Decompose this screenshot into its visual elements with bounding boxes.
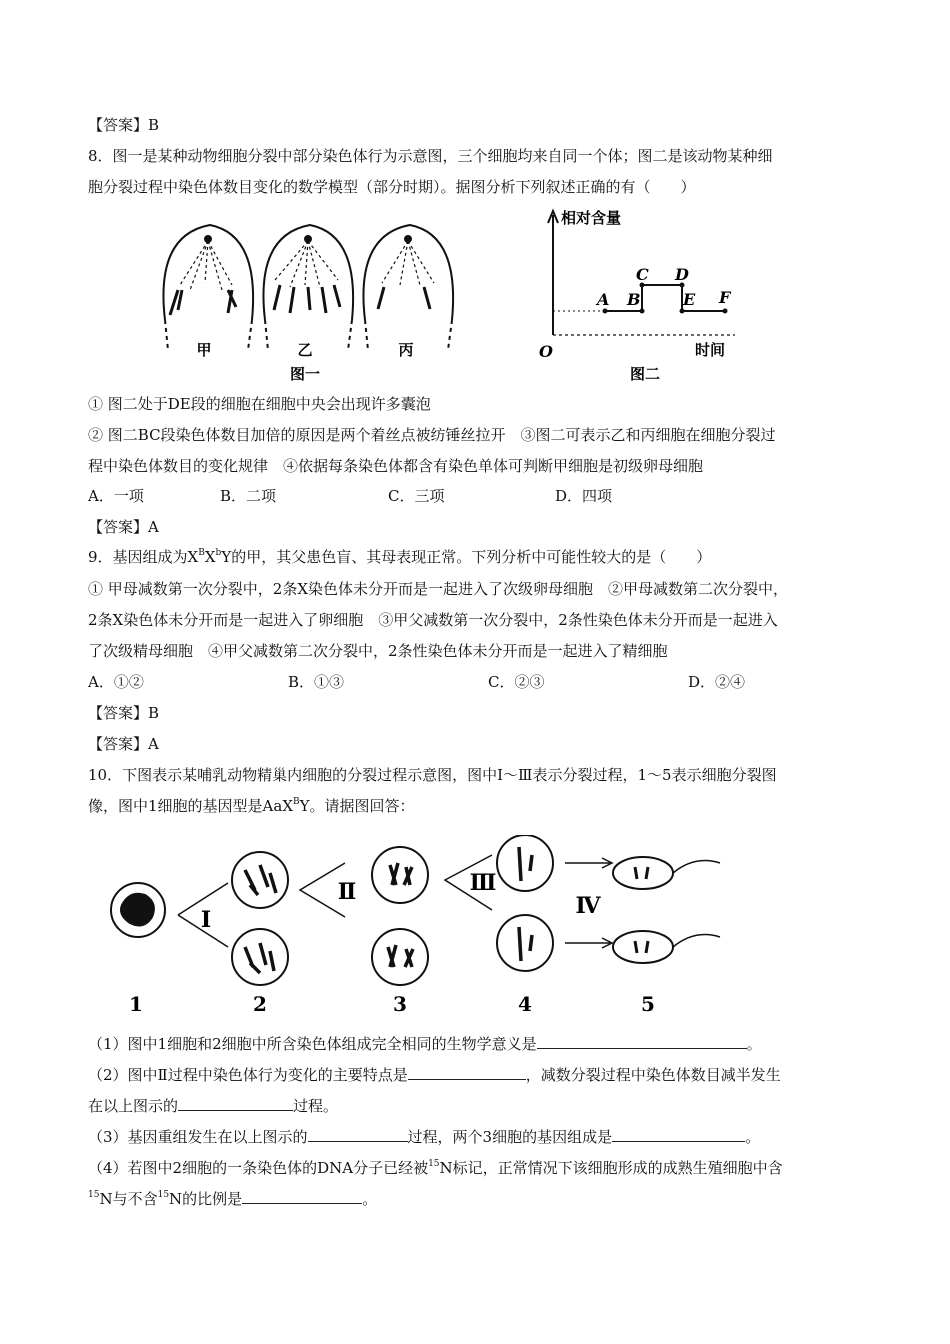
- fig2-point-a: A: [597, 290, 610, 309]
- fig-roman-2: Ⅱ: [337, 879, 357, 905]
- q10-p4b-sup1: 15: [88, 1190, 100, 1200]
- q10-stem-pre: 像，图中1细胞的基因型是AaX: [88, 797, 293, 815]
- q9-option-a: A．①②: [88, 673, 144, 691]
- q10-p4b-end: 。: [362, 1190, 378, 1208]
- cell-bing: [363, 225, 453, 350]
- q10-p2b-end: 过程。: [293, 1097, 339, 1115]
- q10-p4-post: N标记，正常情况下该细胞形成的成熟生殖细胞中含: [439, 1159, 783, 1177]
- q10-p3-blank1[interactable]: [308, 1126, 408, 1142]
- cell-2-top: [232, 852, 288, 908]
- q10-p4-pre: （4）若图中2细胞的一条染色体的DNA分子已经被: [88, 1159, 429, 1177]
- fig-number-2: 2: [253, 992, 267, 1016]
- q8-option-c: C．三项: [388, 487, 445, 505]
- fig2-caption: 图二: [629, 365, 661, 383]
- q10-part-2: [88, 1064, 781, 1086]
- q8-statement-1: ① 图二处于DE段的细胞在细胞中央会出现许多囊泡: [88, 395, 431, 413]
- answer-q9: 【答案】B: [88, 704, 160, 722]
- fig-number-1: 1: [129, 992, 143, 1016]
- q10-figure: [100, 835, 740, 1020]
- fig2-origin: O: [539, 342, 553, 361]
- q10-part-4: [88, 1157, 783, 1179]
- cell-5-top: [613, 857, 720, 889]
- q8-stem-line1: 8．图一是某种动物细胞分裂中部分染色体行为示意图，三个细胞均来自同一个体；图二是该动物某种细: [88, 147, 773, 165]
- q10-p1-blank[interactable]: [537, 1033, 747, 1049]
- q9-stem-mid: X: [204, 548, 216, 566]
- q8-figure1: [150, 215, 460, 385]
- fig-roman-4: Ⅳ: [575, 893, 601, 919]
- q8-statement-3: 程中染色体数目的变化规律 ④依据每条染色体都含有染色单体可判断甲细胞是初级卵母细胞: [88, 457, 704, 475]
- fig2-point-d: D: [675, 265, 689, 284]
- q9-option-d: D．②④: [688, 673, 746, 691]
- q9-statement-3: 了次级精母细胞 ④甲父减数第二次分裂中，2条性染色体未分开而是一起进入了精细胞: [88, 642, 668, 660]
- cell-4-top: [497, 835, 553, 891]
- fig1-caption: 图一: [289, 365, 321, 383]
- cell-4-bottom: [497, 915, 553, 971]
- q10-p3-blank2[interactable]: [612, 1126, 745, 1142]
- cell-jia: [163, 225, 253, 350]
- q10-p1-end: 。: [746, 1035, 762, 1053]
- fig2-ylabel: 相对含量: [561, 209, 622, 227]
- fig1-label-2: 乙: [297, 341, 313, 359]
- q8-option-b: B．二项: [220, 487, 277, 505]
- cell-yi: [263, 225, 353, 350]
- q10-p2-blank[interactable]: [408, 1064, 526, 1080]
- fig-number-4: 4: [518, 992, 532, 1016]
- fig2-xlabel: 时间: [695, 341, 726, 359]
- fig2-point-c: C: [636, 265, 649, 284]
- q10-part-1: [88, 1033, 762, 1055]
- q10-p2-text: （2）图中Ⅱ过程中染色体行为变化的主要特点是: [88, 1066, 408, 1084]
- q10-stem-line1: 10．下图表示某哺乳动物精巢内细胞的分裂过程示意图，图中Ⅰ～Ⅲ表示分裂过程，1～5表示细胞分裂图: [88, 766, 777, 784]
- q9-statement-2: 2条X染色体未分开而是一起进入了卵细胞 ③甲父减数第一次分裂中，2条性染色体未分开而是一起进入: [88, 611, 778, 629]
- cell-3-top: [372, 847, 428, 903]
- q10-p4b-mid: N与不含: [99, 1190, 158, 1208]
- fig2-point-e: E: [683, 290, 696, 309]
- q10-p4b-sup2: 15: [157, 1190, 170, 1200]
- cell-1: [111, 883, 165, 937]
- q9-stem-pre: 9．基因组成为X: [88, 548, 199, 566]
- fig1-label-1: 甲: [196, 341, 212, 359]
- q8-figure2: [535, 205, 755, 390]
- cell-3-bottom: [372, 929, 428, 985]
- answer-q7: 【答案】B: [88, 116, 160, 134]
- q10-sup: B: [293, 797, 300, 807]
- fig-roman-3: Ⅲ: [469, 870, 497, 896]
- q9-statement-1: ① 甲母减数第一次分裂中，2条X染色体未分开而是一起进入了次级卵母细胞 ②甲母减数第二次分裂中，: [88, 580, 788, 598]
- q9-option-c: C．②③: [488, 673, 545, 691]
- q9-stem: [88, 546, 711, 568]
- fig-roman-1: Ⅰ: [200, 907, 212, 933]
- q10-p4-sup: 15: [428, 1159, 440, 1169]
- q10-p1-text: （1）图中1细胞和2细胞中所含染色体组成完全相同的生物学意义是: [88, 1035, 537, 1053]
- q8-statement-2: ② 图二BC段染色体数目加倍的原因是两个着丝点被纺锤丝拉开 ③图二可表示乙和丙细胞在细胞分裂过: [88, 426, 776, 444]
- q9-sup2: b: [215, 548, 222, 558]
- q8-option-d: D．四项: [555, 487, 613, 505]
- q9-sup1: B: [198, 548, 205, 558]
- q10-part-3: [88, 1126, 760, 1148]
- q10-part-2b: [88, 1095, 338, 1117]
- q8-stem-line2: 胞分裂过程中染色体数目变化的数学模型（部分时期）。据图分析下列叙述正确的有（ ）: [88, 178, 696, 196]
- cell-5-bottom: [613, 931, 720, 963]
- q9-option-b: B．①③: [288, 673, 345, 691]
- q10-p4b-blank[interactable]: [242, 1188, 362, 1204]
- fig2-point-f: F: [719, 288, 731, 307]
- q10-stem-line2: [88, 795, 415, 817]
- q9-stem-post: Y的甲，其父患色盲、其母表现正常。下列分析中可能性较大的是（ ）: [221, 548, 712, 566]
- answer-q9-extra: 【答案】A: [88, 735, 159, 753]
- q10-p2b-blank[interactable]: [178, 1095, 293, 1111]
- q10-p3-text: （3）基因重组发生在以上图示的: [88, 1128, 308, 1146]
- q10-p3-mid: 过程，两个3细胞的基因组成是: [407, 1128, 613, 1146]
- q10-part-4b: [88, 1188, 377, 1210]
- q10-p2b-text: 在以上图示的: [88, 1097, 179, 1115]
- q10-p3-end: 。: [745, 1128, 761, 1146]
- cell-2-bottom: [232, 929, 288, 985]
- q10-stem-post: Y。请据图回答：: [299, 797, 415, 815]
- q8-option-a: A．一项: [88, 487, 144, 505]
- q10-p2-mid: ，减数分裂过程中染色体数目减半发生: [525, 1066, 781, 1084]
- fig2-point-b: B: [627, 290, 641, 309]
- answer-q8: 【答案】A: [88, 518, 159, 536]
- fig-number-5: 5: [641, 992, 655, 1016]
- fig-number-3: 3: [393, 992, 407, 1016]
- q10-p4b-post: N的比例是: [169, 1190, 243, 1208]
- fig1-label-3: 丙: [398, 341, 414, 359]
